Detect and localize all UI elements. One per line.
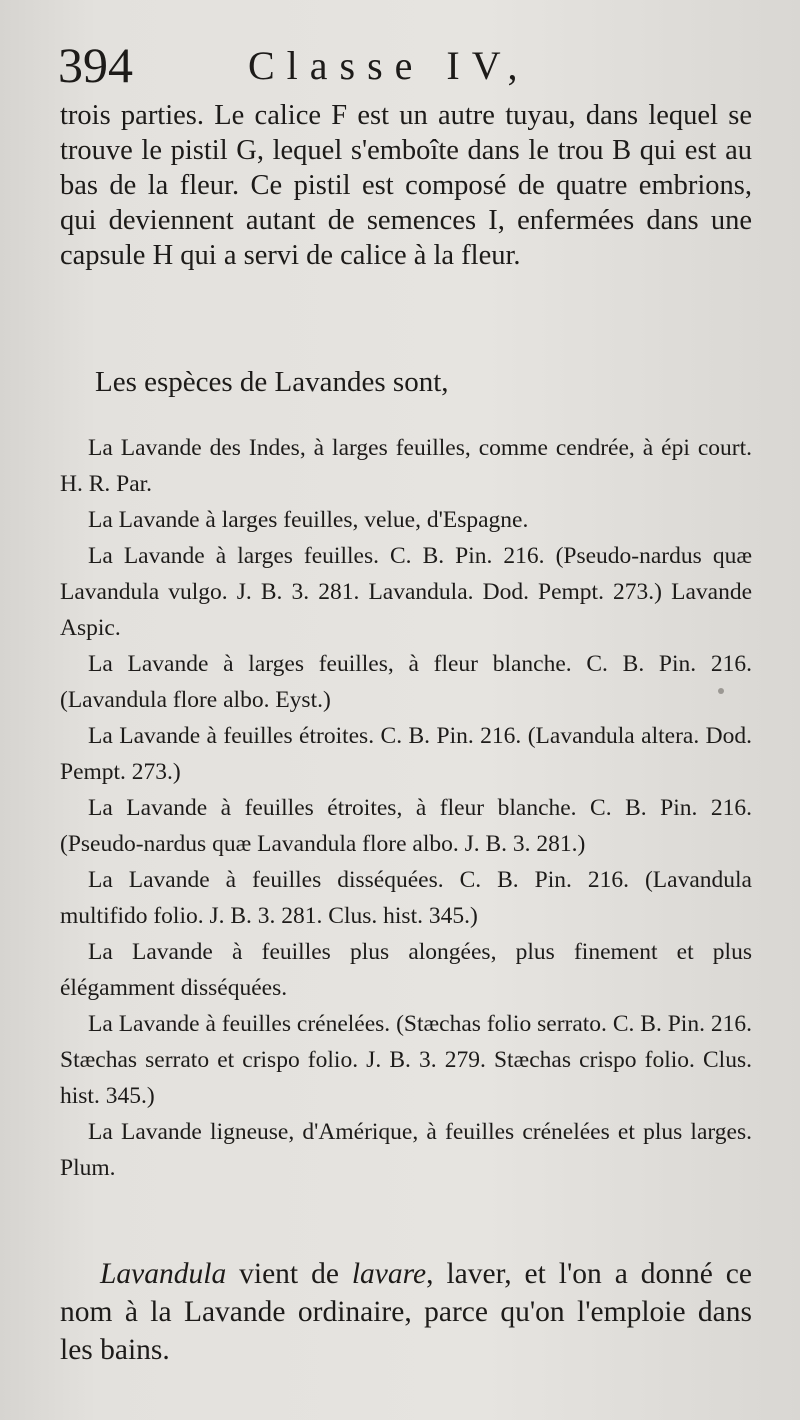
intro-paragraph: trois parties. Le calice F est un autre tuyau, dans lequel se trouve le pistil G, lequel s'emboîte dans le trou B qui est au bas de la fleur. Ce pistil est composé de quatre embrions, qui deviennent autant de semences I, enfermées dans une capsule H qui a servi de calice à la fleur.: [60, 100, 752, 271]
etymology-text-2: , laver, et l'on a donné ce nom à la Lavande ordinaire, parce qu'on l'emploie dans les bains.: [60, 1258, 752, 1366]
ink-spot: [718, 688, 724, 694]
species-entry: La Lavande à feuilles disséquées. C. B. Pin. 216. (Lavandula multifido folio. J. B. 3. 281. Clus. hist. 345.): [60, 867, 752, 929]
species-entry: La Lavande des Indes, à larges feuilles, comme cendrée, à épi court. H. R. Par.: [60, 435, 752, 497]
species-entry: La Lavande à feuilles étroites, à fleur blanche. C. B. Pin. 216. (Pseudo-nardus quæ Lavandula flore albo. J. B. 3. 281.): [60, 795, 752, 857]
page-number: 394: [58, 37, 133, 93]
species-entry: La Lavande à larges feuilles. C. B. Pin. 216. (Pseudo-nardus quæ Lavandula vulgo. J. B. 3. 281. Lavandula. Dod. Pempt. 273.) Lavande Aspic.: [60, 543, 752, 641]
etymology-paragraph: [60, 1255, 752, 1369]
species-entry: La Lavande à feuilles étroites. C. B. Pin. 216. (Lavandula altera. Dod. Pempt. 273.): [60, 723, 752, 785]
species-entry: La Lavande à larges feuilles, velue, d'Espagne.: [88, 507, 529, 533]
running-head: Classe IV,: [248, 43, 530, 88]
page-header: [58, 36, 758, 92]
species-entry: La Lavande à feuilles plus alongées, plus finement et plus élégamment disséquées.: [60, 939, 752, 1001]
etymology-term: Lavandula: [100, 1258, 227, 1290]
species-list: [60, 430, 752, 1186]
section-heading: Les espèces de Lavandes sont,: [95, 366, 449, 398]
species-entry: La Lavande à feuilles crénelées. (Stæchas folio serrato. C. B. Pin. 216. Stæchas serrato et crispo folio. J. B. 3. 279. Stæchas crispo folio. Clus. hist. 345.): [60, 1011, 752, 1109]
etymology-text-1: vient de: [226, 1258, 352, 1290]
species-entry: La Lavande à larges feuilles, à fleur blanche. C. B. Pin. 216. (Lavandula flore albo. Eyst.): [60, 651, 752, 713]
species-entry: La Lavande ligneuse, d'Amérique, à feuilles crénelées et plus larges. Plum.: [60, 1119, 752, 1181]
etymology-root: lavare: [351, 1258, 427, 1290]
